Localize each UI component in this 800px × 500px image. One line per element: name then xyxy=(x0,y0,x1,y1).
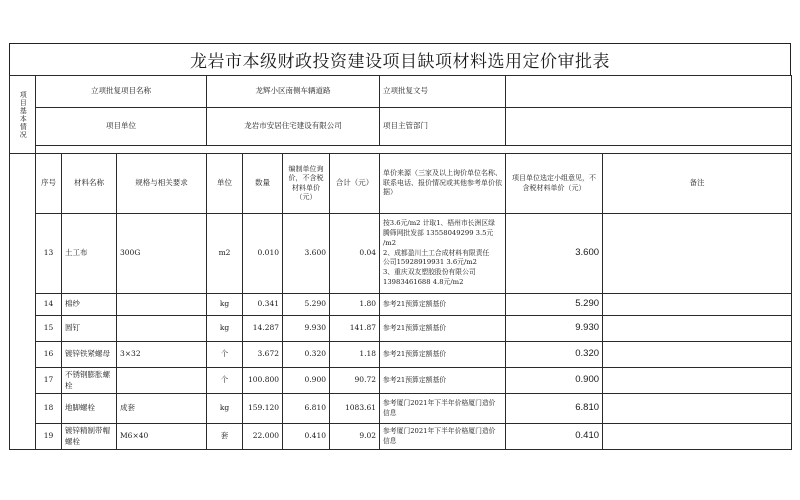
col-unit: 单位 xyxy=(207,154,243,214)
cell-total: 1083.61 xyxy=(330,394,380,424)
cell-name: 地脚螺栓 xyxy=(62,394,117,424)
col-seq: 序号 xyxy=(36,154,62,214)
cell-unit: 个 xyxy=(207,368,243,394)
approval-table xyxy=(9,75,792,450)
cell-name: 棉纱 xyxy=(62,294,117,316)
table-row xyxy=(10,424,792,450)
cell-spec: 3×32 xyxy=(117,342,207,368)
cell-spec: 成套 xyxy=(117,394,207,424)
cell-total: 141.87 xyxy=(330,316,380,342)
cell-total: 0.04 xyxy=(330,214,380,294)
cell-seq: 19 xyxy=(36,424,62,450)
col-source: 单价来源（三家及以上询价单位名称、联系电话、报价情况或其他参考单价依据） xyxy=(380,154,506,214)
cell-price: 6.810 xyxy=(283,394,330,424)
cell-seq: 14 xyxy=(36,294,62,316)
cell-source: 参考21预算定额基价 xyxy=(380,342,506,368)
table-row xyxy=(10,294,792,316)
approval-name-row xyxy=(10,76,792,108)
project-unit-label: 项目单位 xyxy=(36,108,207,146)
dept-value xyxy=(506,108,792,146)
cell-remark xyxy=(603,214,792,294)
spacer-cell xyxy=(36,146,792,154)
col-spec: 规格与相关要求 xyxy=(117,154,207,214)
cell-opinion: 3.600 xyxy=(506,214,603,294)
cell-source: 参考21预算定额基价 xyxy=(380,316,506,342)
approval-name-label: 立项批复项目名称 xyxy=(36,76,207,108)
cell-seq: 16 xyxy=(36,342,62,368)
cell-source: 参考21预算定额基价 xyxy=(380,294,506,316)
cell-seq: 17 xyxy=(36,368,62,394)
cell-opinion: 6.810 xyxy=(506,394,603,424)
cell-spec: M6×40 xyxy=(117,424,207,450)
left-blank-cell xyxy=(10,154,36,214)
cell-unit: kg xyxy=(207,316,243,342)
cell-remark xyxy=(603,342,792,368)
cell-source: 参考厦门2021年下半年价格厦门造价 信息 xyxy=(380,424,506,450)
cell-remark xyxy=(603,368,792,394)
cell-seq: 13 xyxy=(36,214,62,294)
cell-remark xyxy=(603,316,792,342)
cell-price: 0.410 xyxy=(283,424,330,450)
cell-source: 参考21预算定额基价 xyxy=(380,368,506,394)
cell-unit: 个 xyxy=(207,342,243,368)
cell-total: 1.80 xyxy=(330,294,380,316)
cell-qty: 0.341 xyxy=(243,294,283,316)
col-qty: 数量 xyxy=(243,154,283,214)
col-opinion: 项目单位选定小组意见，不含税材料单价（元） xyxy=(506,154,603,214)
approval-doc-value xyxy=(506,76,792,108)
cell-unit: kg xyxy=(207,294,243,316)
cell-total: 9.02 xyxy=(330,424,380,450)
col-name: 材料名称 xyxy=(62,154,117,214)
cell-remark xyxy=(603,294,792,316)
column-header-row xyxy=(10,154,792,214)
cell-remark xyxy=(603,424,792,450)
cell-qty: 100.800 xyxy=(243,368,283,394)
table-row xyxy=(10,368,792,394)
cell-name: 镀锌精制带帽螺栓 xyxy=(62,424,117,450)
cell-seq: 15 xyxy=(36,316,62,342)
cell-price: 0.320 xyxy=(283,342,330,368)
cell-name: 圆钉 xyxy=(62,316,117,342)
basic-info-side-label: 项目基本情况 xyxy=(10,76,36,154)
cell-total: 1.18 xyxy=(330,342,380,368)
cell-price: 0.900 xyxy=(283,368,330,394)
cell-spec xyxy=(117,316,207,342)
table-row xyxy=(10,316,792,342)
cell-price: 9.930 xyxy=(283,316,330,342)
approval-doc-label: 立项批复文号 xyxy=(380,76,506,108)
col-price: 编制单位询价，不含税材料单价（元） xyxy=(283,154,330,214)
cell-name: 土工布 xyxy=(62,214,117,294)
spacer-row xyxy=(10,146,792,154)
cell-total: 90.72 xyxy=(330,368,380,394)
table-row xyxy=(10,342,792,368)
dept-label: 项目主管部门 xyxy=(380,108,506,146)
cell-unit: m2 xyxy=(207,214,243,294)
col-remark: 备注 xyxy=(603,154,792,214)
cell-source: 按3.6元/m2 计取1、梧州市长洲区绿 腾筛网批发部 13558049299 3.5元 /m2 2、成都盈川土工合成材料有限责任 公司15928919931 3.6元/m2 3、重庆双友塑胶股份有限公司 13983461688 4.8元/m2 xyxy=(380,214,506,294)
cell-opinion: 0.410 xyxy=(506,424,603,450)
cell-opinion: 0.900 xyxy=(506,368,603,394)
cell-opinion: 9.930 xyxy=(506,316,603,342)
project-unit-row xyxy=(10,108,792,146)
cell-name: 不锈钢膨胀螺栓 xyxy=(62,368,117,394)
cell-spec xyxy=(117,368,207,394)
left-blank-cell xyxy=(10,214,36,450)
cell-seq: 18 xyxy=(36,394,62,424)
cell-spec xyxy=(117,294,207,316)
approval-name-value: 龙辉小区南侧车辆道路 xyxy=(207,76,380,108)
col-total: 合计（元） xyxy=(330,154,380,214)
cell-price: 5.290 xyxy=(283,294,330,316)
cell-qty: 14.287 xyxy=(243,316,283,342)
cell-opinion: 0.320 xyxy=(506,342,603,368)
cell-qty: 3.672 xyxy=(243,342,283,368)
cell-qty: 159.120 xyxy=(243,394,283,424)
table-row xyxy=(10,394,792,424)
cell-source: 参考厦门2021年下半年价格厦门造价 信息 xyxy=(380,394,506,424)
cell-remark xyxy=(603,394,792,424)
cell-opinion: 5.290 xyxy=(506,294,603,316)
form-title: 龙岩市本级财政投资建设项目缺项材料选用定价审批表 xyxy=(9,43,791,75)
cell-unit: kg xyxy=(207,394,243,424)
cell-unit: 套 xyxy=(207,424,243,450)
cell-name: 镀锌铁紧螺母 xyxy=(62,342,117,368)
cell-price: 3.600 xyxy=(283,214,330,294)
cell-spec: 300G xyxy=(117,214,207,294)
project-unit-value: 龙岩市安居住宅建设有限公司 xyxy=(207,108,380,146)
table-row xyxy=(10,214,792,294)
cell-qty: 0.010 xyxy=(243,214,283,294)
cell-qty: 22.000 xyxy=(243,424,283,450)
